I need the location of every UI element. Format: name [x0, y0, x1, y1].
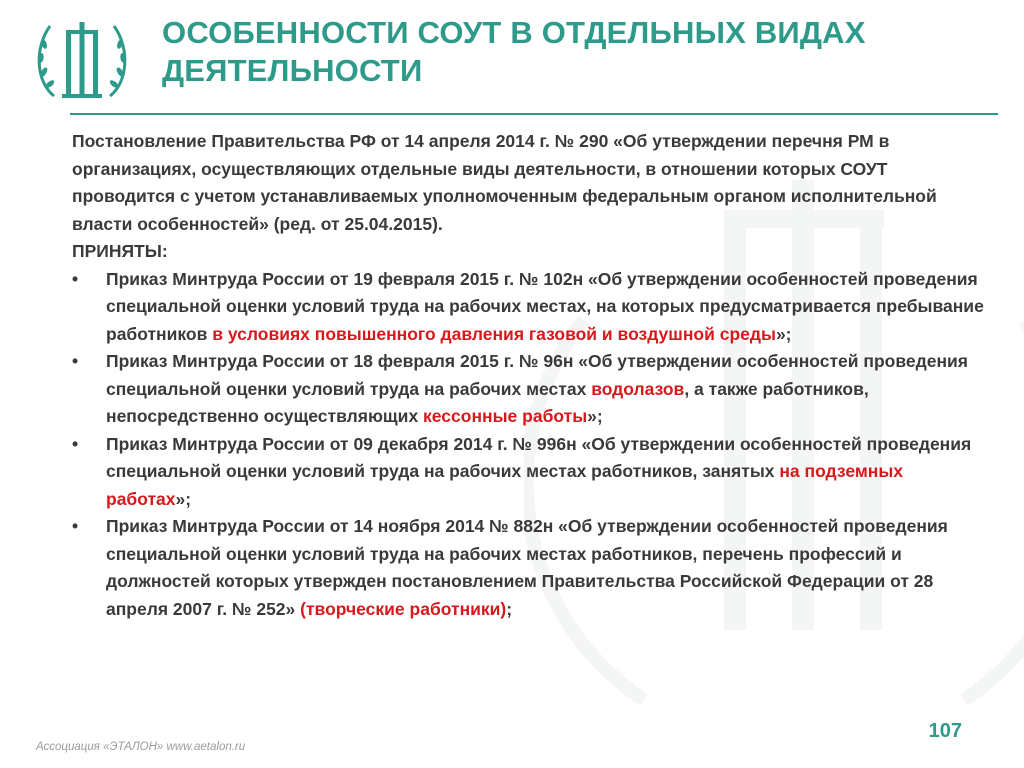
list-item: [72, 431, 992, 514]
page-title: [162, 14, 982, 90]
order-middle: , а также работников, непосредственно осуществляющих: [106, 378, 869, 426]
slide-body: [72, 128, 992, 623]
list-item: [72, 266, 992, 349]
bullet-icon: •: [72, 268, 79, 289]
bullet-icon: •: [72, 516, 79, 536]
bullet-icon: •: [72, 351, 79, 371]
title-line-1: ОСОБЕННОСТИ СОУТ В ОТДЕЛЬНЫХ ВИДАХ: [162, 15, 866, 50]
list-item: [72, 513, 992, 623]
order-tail: ;: [506, 598, 513, 619]
order-highlight: водолазов: [591, 378, 685, 399]
orders-list: [72, 266, 992, 624]
order-tail: »;: [775, 323, 792, 344]
intro-paragraph: Постановление Правительства РФ от 14 апреля 2014 г. № 290 «Об утверждении перечня РМ в организациях, осуществляющих отдельные виды деятельности, в отношении которых СОУТ проводится с учетом устанавливаемых уполномоченным федеральным органом исполнительной власти особенностей» (ред. от 25.04.2015).: [72, 131, 937, 234]
order-highlight-2: кессонные работы: [423, 406, 588, 426]
title-divider: [70, 113, 998, 115]
order-text: Приказ Минтруда России от 09 декабря 2014 г. № 996н «Об утверждении особенностей проведения специальной оценки условий труда на рабочих местах работников, занятых: [106, 433, 972, 481]
page-number: 107: [928, 720, 962, 742]
aetalon-logo-icon: [32, 12, 132, 104]
footer-text: Ассоциация «ЭТАЛОН» www.aetalon.ru: [36, 741, 246, 753]
order-tail: »;: [175, 488, 192, 509]
order-text: Приказ Минтруда России от 14 ноября 2014 № 882н «Об утверждении особенностей проведения специальной оценки условий труда на рабочих местах работников, перечень профессий и должностей которых утвержден постановлением Правительства Российской Федерации от 28 апреля 2007 г. № 252»: [106, 516, 948, 619]
order-text: Приказ Минтруда России от 18 февраля 2015 г. № 96н «Об утверждении особенностей проведения специальной оценки условий труда на рабочих местах: [106, 351, 969, 399]
title-line-2: ДЕЯТЕЛЬНОСТИ: [162, 53, 423, 88]
order-highlight: в условиях повышенного давления газовой и воздушной среды: [212, 323, 776, 344]
bullet-icon: •: [72, 433, 79, 454]
order-highlight: (творческие работники): [300, 598, 507, 619]
order-tail: »;: [587, 406, 603, 426]
list-item: [72, 348, 992, 431]
accepted-label: ПРИНЯТЫ:: [72, 241, 168, 261]
order-text: Приказ Минтруда России от 19 февраля 2015 г. № 102н «Об утверждении особенностей проведения специальной оценки условий труда на рабочих местах, на которых предусматривается пребывание работников: [106, 268, 984, 344]
order-highlight: на подземных работах: [106, 461, 904, 509]
